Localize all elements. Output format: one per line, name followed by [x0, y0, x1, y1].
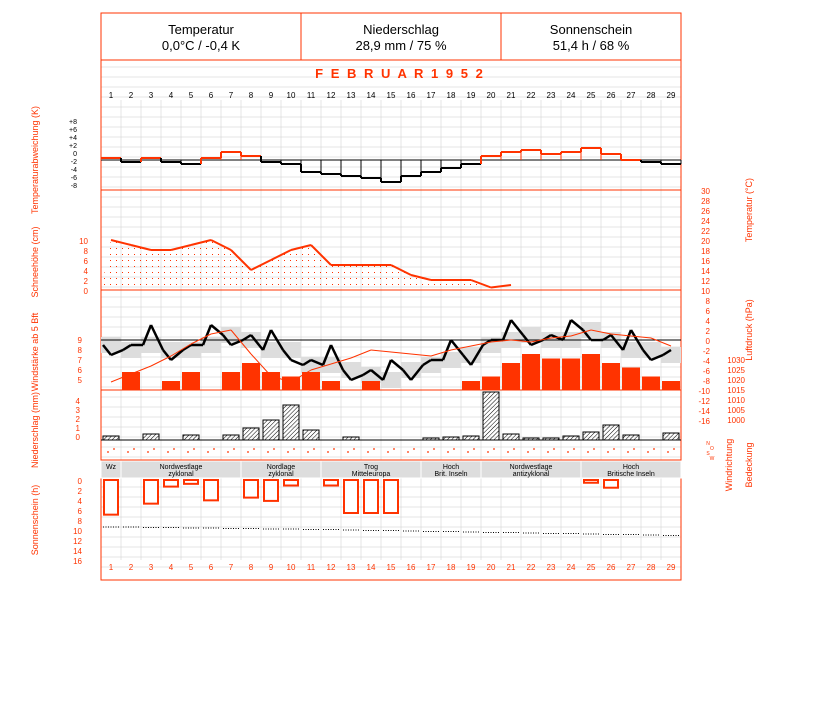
wind-direction-dot	[207, 451, 209, 453]
axis-label-wind: Windstärke ab 5 Bft	[30, 312, 40, 392]
day-label-top: 27	[626, 91, 636, 100]
day-label-top: 28	[646, 91, 656, 100]
day-label-bottom: 16	[406, 563, 416, 572]
day-label-bottom: 26	[606, 563, 616, 572]
temp-tick: 22	[701, 227, 710, 236]
day-label-top: 6	[208, 91, 214, 100]
temp-tick: -16	[698, 417, 710, 426]
day-label-bottom: 25	[586, 563, 596, 572]
sunshine-tick: 6	[77, 507, 82, 516]
precip-bar	[563, 436, 579, 440]
day-label-top: 5	[188, 91, 194, 100]
precip-tick: 3	[75, 406, 80, 415]
temp-tick: 14	[701, 267, 710, 276]
temp-tick: 24	[701, 217, 710, 226]
cloud-cover-dot	[313, 448, 315, 450]
temp-tick: 16	[701, 257, 710, 266]
wind-direction-dot	[187, 451, 189, 453]
pressure-tick: 1010	[727, 396, 745, 405]
wind-bar	[262, 372, 280, 390]
wind-tick: 6	[77, 366, 82, 375]
wind-bar	[462, 381, 480, 390]
precip-bar	[463, 436, 479, 440]
cloud-cover-dot	[333, 448, 335, 450]
snow-tick: 4	[83, 267, 88, 276]
day-label-bottom: 21	[506, 563, 516, 572]
cloud-cover-dot	[393, 448, 395, 450]
day-label-bottom: 27	[626, 563, 636, 572]
temp-tick: 0	[705, 337, 710, 346]
temp-tick: 6	[705, 307, 710, 316]
cloud-cover-dot	[193, 448, 195, 450]
temp-dev-tick: -6	[70, 175, 77, 182]
wind-bar	[542, 359, 560, 391]
wind-direction-dot	[267, 451, 269, 453]
day-label-top: 2	[128, 91, 134, 100]
precip-bar	[283, 405, 299, 440]
pressure-tick: 1020	[727, 376, 745, 385]
day-label-bottom: 12	[326, 563, 336, 572]
pressure-tick: 1000	[727, 416, 745, 425]
day-label-top: 26	[606, 91, 616, 100]
temp-tick: -10	[698, 387, 710, 396]
precip-bar	[503, 434, 519, 440]
cloud-cover-dot	[153, 448, 155, 450]
weather-type-label: Nordlage	[266, 464, 296, 471]
day-label-bottom: 24	[566, 563, 576, 572]
day-label-bottom: 10	[286, 563, 296, 572]
wind-bar	[242, 363, 260, 390]
precip-tick: 1	[75, 424, 80, 433]
day-label-top: 22	[526, 91, 536, 100]
sunshine-bar	[164, 480, 178, 487]
cloud-cover-dot	[373, 448, 375, 450]
cloud-cover-dot	[213, 448, 215, 450]
temp-tick: 26	[701, 207, 710, 216]
snow-tick: 2	[83, 277, 88, 286]
weather-type-sublabel: zyklonal	[168, 471, 194, 478]
weather-type-sublabel: zyklonal	[268, 471, 294, 478]
sunshine-tick: 8	[77, 517, 82, 526]
precip-bar	[223, 435, 239, 440]
sunshine-tick: 0	[77, 477, 82, 486]
cloud-cover-dot	[413, 448, 415, 450]
wind-bar	[502, 363, 520, 390]
sunshine-tick: 10	[73, 527, 82, 536]
temp-tick: 20	[701, 237, 710, 246]
wind-direction-dot	[607, 451, 609, 453]
cloud-cover-dot	[453, 448, 455, 450]
wind-bar	[622, 368, 640, 391]
day-label-bottom: 1	[108, 563, 114, 572]
cloud-cover-dot	[513, 448, 515, 450]
sunshine-bar	[364, 480, 378, 513]
precip-bar	[143, 434, 159, 440]
day-label-top: 16	[406, 91, 416, 100]
temp-tick: 4	[705, 317, 710, 326]
sunshine-bar	[604, 480, 618, 488]
wind-direction-dot	[527, 451, 529, 453]
wind-direction-dot	[107, 451, 109, 453]
sunshine-bar	[184, 480, 198, 484]
temp-tick: 28	[701, 197, 710, 206]
wind-direction-dot	[627, 451, 629, 453]
temp-tick: -8	[702, 377, 710, 386]
sunshine-bar	[324, 480, 338, 486]
day-label-top: 25	[586, 91, 596, 100]
day-label-bottom: 7	[228, 563, 234, 572]
direction-tick: O	[710, 446, 714, 452]
temp-tick: 10	[701, 287, 710, 296]
day-label-bottom: 23	[546, 563, 556, 572]
wind-direction-dot	[387, 451, 389, 453]
wind-direction-dot	[167, 451, 169, 453]
pressure-tick: 1015	[727, 386, 745, 395]
wind-bar	[282, 377, 300, 391]
wind-direction-dot	[247, 451, 249, 453]
wind-tick: 9	[77, 336, 82, 345]
day-label-bottom: 18	[446, 563, 456, 572]
cloud-cover-dot	[133, 448, 135, 450]
wind-bar	[322, 381, 340, 390]
temp-dev-tick: +2	[69, 143, 77, 150]
temp-dev-tick: -2	[70, 159, 77, 166]
precip-tick: 2	[75, 415, 80, 424]
weather-type-label: Wz	[105, 464, 117, 471]
temp-tick: 30	[701, 187, 710, 196]
day-label-bottom: 29	[666, 563, 676, 572]
snow-tick: 6	[83, 257, 88, 266]
day-label-top: 11	[306, 91, 316, 100]
cloud-cover-dot	[353, 448, 355, 450]
cloud-cover-dot	[613, 448, 615, 450]
weather-type-sublabel: antizyklonal	[512, 471, 550, 478]
sunshine-bar	[284, 480, 298, 486]
sunshine-tick: 14	[73, 547, 82, 556]
axis-label-pressure: Luftdruck (hPa)	[744, 299, 754, 361]
day-label-bottom: 2	[128, 563, 134, 572]
cloud-cover-dot	[633, 448, 635, 450]
precip-bar	[183, 435, 199, 440]
wind-direction-dot	[287, 451, 289, 453]
day-label-bottom: 19	[466, 563, 476, 572]
temp-dev-tick: +4	[69, 135, 77, 142]
day-label-bottom: 20	[486, 563, 496, 572]
header-sunshine-value: 51,4 h / 68 %	[552, 38, 630, 53]
wind-direction-dot	[427, 451, 429, 453]
sunshine-tick: 2	[77, 487, 82, 496]
sunshine-bar	[344, 480, 358, 513]
temp-tick: -4	[702, 357, 710, 366]
precip-bar	[103, 436, 119, 440]
day-label-bottom: 22	[526, 563, 536, 572]
day-label-bottom: 9	[268, 563, 274, 572]
day-label-top: 14	[366, 91, 376, 100]
day-label-top: 19	[466, 91, 476, 100]
wind-direction-dot	[447, 451, 449, 453]
sunshine-bar	[264, 480, 278, 501]
sunshine-bar	[244, 480, 258, 498]
wind-bar	[182, 372, 200, 390]
cloud-cover-dot	[593, 448, 595, 450]
wind-tick: 8	[77, 346, 82, 355]
wind-bar	[602, 363, 620, 390]
wind-direction-dot	[547, 451, 549, 453]
wind-direction-dot	[667, 451, 669, 453]
header-sunshine-title: Sonnenschein	[549, 22, 633, 37]
wind-tick: 7	[77, 356, 82, 365]
temp-dev-tick: +6	[69, 127, 77, 134]
header-precipitation-title: Niederschlag	[363, 22, 439, 37]
cloud-cover-dot	[673, 448, 675, 450]
temp-dev-tick: -8	[70, 183, 77, 190]
precip-tick: 4	[75, 397, 80, 406]
temp-tick: 8	[705, 297, 710, 306]
wind-direction-dot	[647, 451, 649, 453]
day-label-top: 15	[386, 91, 396, 100]
sunshine-bar	[144, 480, 158, 504]
wind-bar	[642, 377, 660, 391]
day-label-bottom: 15	[386, 563, 396, 572]
cloud-cover-dot	[293, 448, 295, 450]
precip-bar	[623, 435, 639, 440]
wind-bar	[662, 381, 680, 390]
snow-tick: 10	[79, 237, 88, 246]
axis-label-precip: Niederschlag (mm)	[30, 391, 40, 469]
wind-bar	[222, 372, 240, 390]
cloud-cover-dot	[573, 448, 575, 450]
wind-bar	[582, 354, 600, 390]
wind-direction-dot	[587, 451, 589, 453]
day-label-top: 20	[486, 91, 496, 100]
wind-direction-dot	[147, 451, 149, 453]
weather-type-sublabel: Brit. Inseln	[434, 471, 468, 478]
wind-bar	[122, 372, 140, 390]
wind-direction-dot	[367, 451, 369, 453]
pressure-tick: 1005	[727, 406, 745, 415]
precip-bar	[303, 430, 319, 440]
wind-direction-dot	[467, 451, 469, 453]
sunshine-tick: 4	[77, 497, 82, 506]
temp-dev-tick: +8	[69, 119, 77, 126]
temp-dev-tick: -4	[70, 167, 77, 174]
temp-tick: 2	[705, 327, 710, 336]
wind-tick: 5	[77, 376, 82, 385]
sunshine-bar	[384, 480, 398, 513]
sunshine-tick: 12	[73, 537, 82, 546]
temp-dev-tick: 0	[73, 151, 77, 158]
weather-type-sublabel: Britische Inseln	[607, 471, 655, 478]
weather-type-label: Nordwestlage	[509, 464, 553, 471]
precip-bar	[483, 392, 499, 440]
wind-bar	[522, 354, 540, 390]
temp-tick: -14	[698, 407, 710, 416]
wind-bar	[362, 381, 380, 390]
precip-tick: 0	[75, 433, 80, 442]
temp-tick: -12	[698, 397, 710, 406]
axis-label-winddir: Windrichtung	[724, 438, 734, 492]
wind-direction-dot	[487, 451, 489, 453]
axis-label-cloud: Bedeckung	[744, 442, 754, 488]
direction-tick: S	[706, 451, 710, 457]
precip-bar	[603, 425, 619, 440]
day-label-bottom: 14	[366, 563, 376, 572]
sunshine-bar	[584, 480, 598, 483]
cloud-cover-dot	[653, 448, 655, 450]
weather-type-label: Hoch	[622, 464, 640, 471]
axis-label-sun: Sonnenschein (h)	[30, 484, 40, 556]
weather-type-label: Trog	[363, 464, 379, 471]
wind-direction-dot	[127, 451, 129, 453]
wind-direction-dot	[567, 451, 569, 453]
weather-type-label: Nordwestlage	[159, 464, 203, 471]
day-label-bottom: 3	[148, 563, 154, 572]
day-label-bottom: 11	[306, 563, 316, 572]
axis-label-temp: Temperatur (°C)	[744, 177, 754, 243]
sunshine-bar	[204, 480, 218, 500]
temp-tick: 18	[701, 247, 710, 256]
wind-direction-dot	[507, 451, 509, 453]
axis-label-temp-dev: Temperaturabweichung (K)	[30, 105, 40, 215]
axis-label-snow: Schneehöhe (cm)	[30, 226, 40, 298]
wind-direction-dot	[327, 451, 329, 453]
direction-tick: N	[706, 441, 710, 447]
precip-bar	[663, 433, 679, 440]
weather-type-sublabel: Mitteleuropa	[351, 471, 391, 478]
wind-direction-dot	[307, 451, 309, 453]
wind-bar	[162, 381, 180, 390]
cloud-cover-dot	[553, 448, 555, 450]
day-label-top: 17	[426, 91, 436, 100]
temp-tick: -6	[702, 367, 710, 376]
day-label-top: 13	[346, 91, 356, 100]
day-label-bottom: 6	[208, 563, 214, 572]
pressure-tick: 1030	[727, 356, 745, 365]
day-label-top: 24	[566, 91, 576, 100]
day-label-top: 8	[248, 91, 254, 100]
day-label-top: 3	[148, 91, 154, 100]
pressure-tick: 1025	[727, 366, 745, 375]
temp-tick: -2	[702, 347, 710, 356]
cloud-cover-dot	[433, 448, 435, 450]
snow-tick: 8	[83, 247, 88, 256]
day-label-bottom: 8	[248, 563, 254, 572]
day-label-top: 4	[168, 91, 174, 100]
header-temperature-title: Temperatur	[168, 22, 234, 37]
day-label-top: 29	[666, 91, 676, 100]
wind-bar	[562, 359, 580, 391]
weather-type-label: Hoch	[442, 464, 460, 471]
day-label-top: 18	[446, 91, 456, 100]
precip-bar	[243, 428, 259, 440]
cloud-cover-dot	[273, 448, 275, 450]
precip-bar	[583, 432, 599, 440]
cloud-cover-dot	[493, 448, 495, 450]
cloud-cover-dot	[113, 448, 115, 450]
temp-tick: 12	[701, 277, 710, 286]
header-precipitation-value: 28,9 mm / 75 %	[355, 38, 447, 53]
cloud-cover-dot	[473, 448, 475, 450]
day-label-top: 10	[286, 91, 296, 100]
precip-bar	[263, 420, 279, 440]
cloud-cover-dot	[233, 448, 235, 450]
header-temperature-value: 0,0°C / -0,4 K	[161, 38, 241, 53]
sunshine-tick: 16	[73, 557, 82, 566]
day-label-top: 12	[326, 91, 336, 100]
wind-direction-dot	[227, 451, 229, 453]
cloud-cover-dot	[173, 448, 175, 450]
day-label-bottom: 13	[346, 563, 356, 572]
day-label-top: 21	[506, 91, 516, 100]
day-label-top: 7	[228, 91, 234, 100]
sunshine-bar	[104, 480, 118, 515]
month-title: F E B R U A R 1 9 5 2	[315, 66, 485, 81]
cloud-cover-dot	[533, 448, 535, 450]
cloud-cover-dot	[253, 448, 255, 450]
snow-tick: 0	[83, 287, 88, 296]
day-label-bottom: 17	[426, 563, 436, 572]
day-label-top: 23	[546, 91, 556, 100]
day-label-top: 9	[268, 91, 274, 100]
wind-bar	[482, 377, 500, 391]
day-label-top: 1	[108, 91, 114, 100]
wind-direction-dot	[347, 451, 349, 453]
day-label-bottom: 4	[168, 563, 174, 572]
wind-bar	[302, 372, 320, 390]
day-label-bottom: 28	[646, 563, 656, 572]
day-label-bottom: 5	[188, 563, 194, 572]
wind-direction-dot	[407, 451, 409, 453]
direction-tick: W	[709, 456, 715, 462]
